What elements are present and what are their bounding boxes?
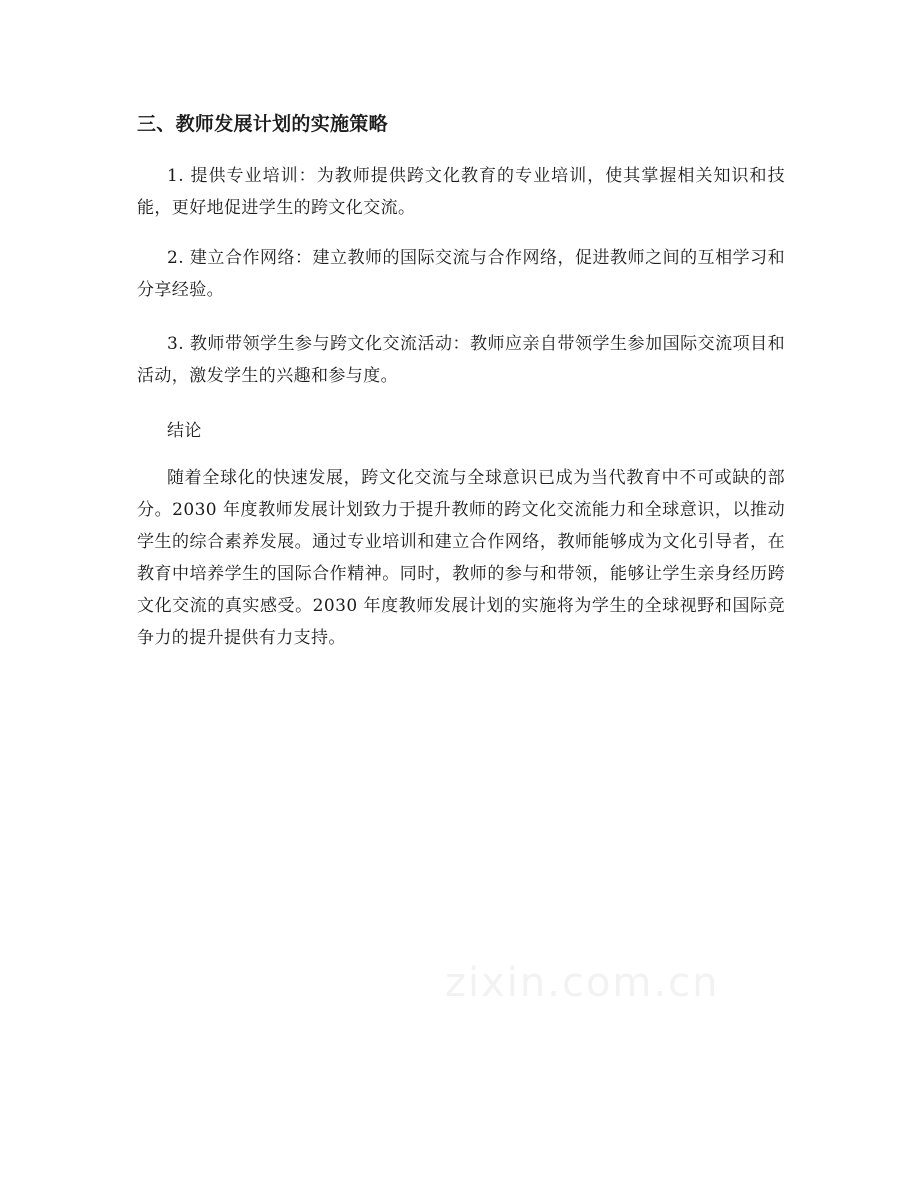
conclusion-paragraph: 随着全球化的快速发展，跨文化交流与全球意识已成为当代教育中不可或缺的部分。2030 年度教师发展计划致力于提升教师的跨文化交流能力和全球意识，以推动学生的综合素养发展。通过专业培训和建立合作网络，教师能够成为文化引导者，在教育中培养学生的国际合作精神。同时，教师的参与和带领，能够让学生亲身经历跨文化交流的真实感受。2030 年度教师发展计划的实施将为学生的全球视野和国际竞争力的提升提供有力支持。 bbox=[137, 468, 785, 648]
section-heading: 三、教师发展计划的实施策略 bbox=[137, 113, 388, 135]
strategy-item-1: 1. 提供专业培训：为教师提供跨文化教育的专业培训，使其掌握相关知识和技能，更好地促进学生的跨文化交流。 bbox=[137, 166, 785, 218]
watermark: zixin.com.cn bbox=[445, 960, 720, 1006]
conclusion-heading: 结论 bbox=[167, 421, 202, 441]
strategy-item-3: 3. 教师带领学生参与跨文化交流活动：教师应亲自带领学生参加国际交流项目和活动，激发学生的兴趣和参与度。 bbox=[137, 334, 785, 386]
strategy-item-2: 2. 建立合作网络：建立教师的国际交流与合作网络，促进教师之间的互相学习和分享经验。 bbox=[137, 248, 785, 300]
